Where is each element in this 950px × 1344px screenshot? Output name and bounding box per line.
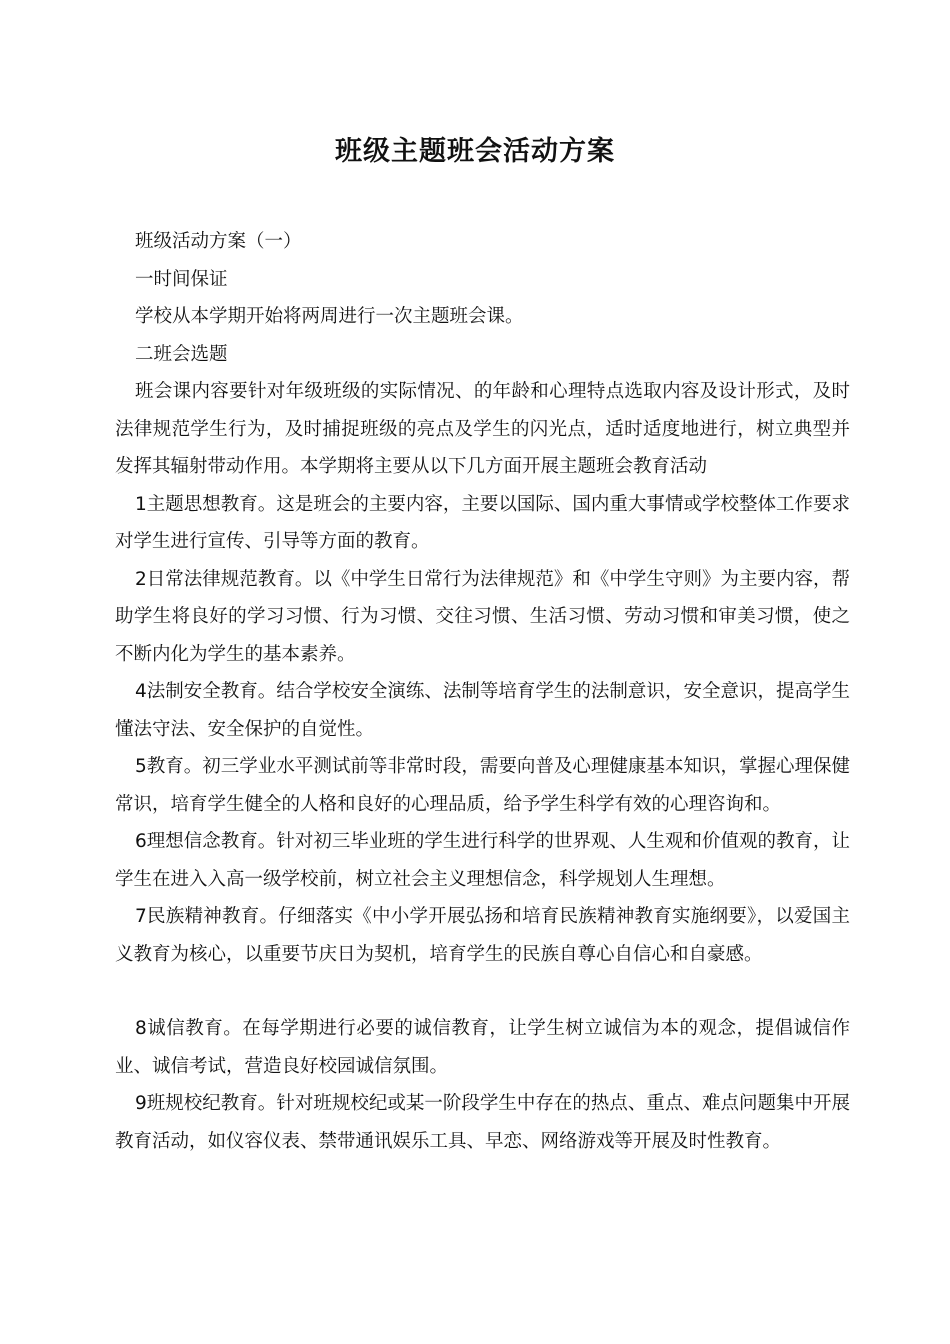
paragraph-plan-heading: 班级活动方案（一）	[135, 231, 302, 252]
paragraph-item-4: 4法制安全教育。结合学校安全演练、法制等培育学生的法制意识，安全意识，提高学生懂法守法、安全保护的自觉性。	[115, 681, 850, 740]
paragraph-item-2: 2日常法律规范教育。以《中学生日常行为法律规范》和《中学生守则》为主要内容，帮助学生将良好的学习习惯、行为习惯、交往习惯、生活习惯、劳动习惯和审美习惯，使之不断内化为学生的基本素养。	[115, 568, 850, 665]
paragraph-item-1: 1主题思想教育。这是班会的主要内容，主要以国际、国内重大事情或学校整体工作要求对学生进行宣传、引导等方面的教育。	[115, 493, 850, 552]
paragraph-item-7: 7民族精神教育。仔细落实《中小学开展弘扬和培育民族精神教育实施纲要》，以爱国主义教育为核心，以重要节庆日为契机，培育学生的民族自尊心自信心和自豪感。	[115, 906, 850, 965]
document-title: 班级主题班会活动方案	[335, 136, 615, 167]
document-body	[115, 223, 850, 1160]
paragraph-item-6: 6理想信念教育。针对初三毕业班的学生进行科学的世界观、人生观和价值观的教育，让学生在进入入高一级学校前，树立社会主义理想信念，科学规划人生理想。	[115, 831, 850, 890]
paragraph-section-time: 一时间保证	[135, 268, 228, 290]
paragraph-item-5: 5教育。初三学业水平测试前等非常时段，需要向普及心理健康基本知识，掌握心理保健常识，培育学生健全的人格和良好的心理品质，给予学生科学有效的心理咨询和。	[115, 756, 850, 815]
paragraph-section-topics: 二班会选题	[135, 343, 228, 365]
paragraph-item-8: 8诚信教育。在每学期进行必要的诚信教育，让学生树立诚信为本的观念，提倡诚信作业、诚信考试，营造良好校园诚信氛围。	[115, 1018, 850, 1077]
paragraph-time-detail: 学校从本学期开始将两周进行一次主题班会课。	[135, 306, 524, 327]
paragraph-topics-intro: 班会课内容要针对年级班级的实际情况、的年龄和心理特点选取内容及设计形式，及时法律规范学生行为，及时捕捉班级的亮点及学生的闪光点，适时适度地进行，树立典型并发挥其辐射带动作用。本学期将主要从以下几方面开展主题班会教育活动	[115, 381, 850, 477]
paragraph-item-9: 9班规校纪教育。针对班规校纪或某一阶段学生中存在的热点、重点、难点问题集中开展教育活动，如仪容仪表、禁带通讯娱乐工具、早恋、网络游戏等开展及时性教育。	[115, 1093, 850, 1152]
